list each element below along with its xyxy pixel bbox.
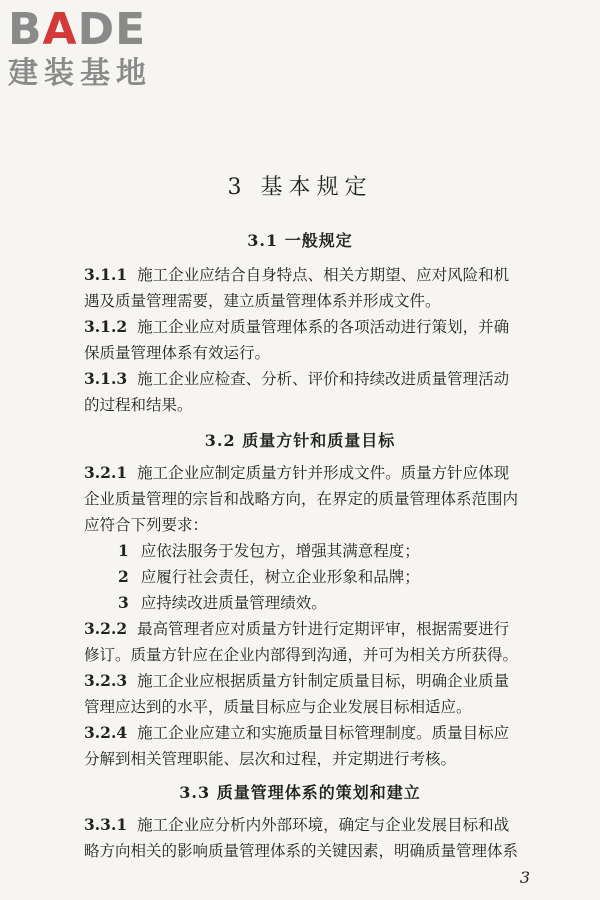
clause-3-2-1: 3.2.1 施工企业应制定质量方针并形成文件。质量方针应体现企业质量管理的宗旨和战略方向，在界定的质量管理体系范围内应符合下列要求： bbox=[84, 463, 519, 534]
clause-3-2-4: 3.2.4 施工企业应建立和实施质量目标管理制度。质量目标应分解到相关管理职能、层次和过程，并定期进行考核。 bbox=[84, 723, 510, 768]
clause-3-2-3: 3.2.3 施工企业应根据质量方针制定质量目标，明确企业质量管理应达到的水平，质量目标应与企业发展目标相适应。 bbox=[84, 671, 510, 716]
section-title-3-1: 3.1 一般规定 bbox=[247, 231, 353, 250]
section-title-3-2: 3.2 质量方针和质量目标 bbox=[204, 431, 396, 450]
section-title-3-3: 3.3 质量管理体系的策划和建立 bbox=[179, 783, 421, 802]
page-number: 3 bbox=[519, 868, 530, 887]
clause-3-1-3: 3.1.3 施工企业应检查、分析、评价和持续改进质量管理活动的过程和结果。 bbox=[84, 369, 510, 414]
logo-chinese-name: 建装基地 bbox=[8, 56, 152, 91]
clause-3-1-1: 3.1.1 施工企业应结合自身特点、相关方期望、应对风险和机遇及质量管理需要，建立质量管理体系并形成文件。 bbox=[84, 265, 510, 310]
chapter-title: 3 基本规定 bbox=[227, 175, 373, 200]
requirement-item: 3 应持续改进质量管理绩效。 bbox=[118, 593, 327, 612]
clause-3-2-2: 3.2.2 最高管理者应对质量方针进行定期评审，根据需要进行修订。质量方针应在企业内部得到沟通，并可为相关方所获得。 bbox=[84, 619, 519, 664]
logo-wordmark: BADE bbox=[8, 4, 147, 55]
requirement-item: 2 应履行社会责任，树立企业形象和品牌； bbox=[118, 567, 420, 586]
clause-3-1-2: 3.1.2 施工企业应对质量管理体系的各项活动进行策划，并确保质量管理体系有效运行。 bbox=[84, 317, 510, 362]
requirement-item: 1 应依法服务于发包方，增强其满意程度； bbox=[118, 541, 420, 560]
clause-3-3-1: 3.3.1 施工企业应分析内外部环境，确定与企业发展目标和战略方向相关的影响质量管理体系的关键因素，明确质量管理体系 bbox=[84, 815, 519, 860]
